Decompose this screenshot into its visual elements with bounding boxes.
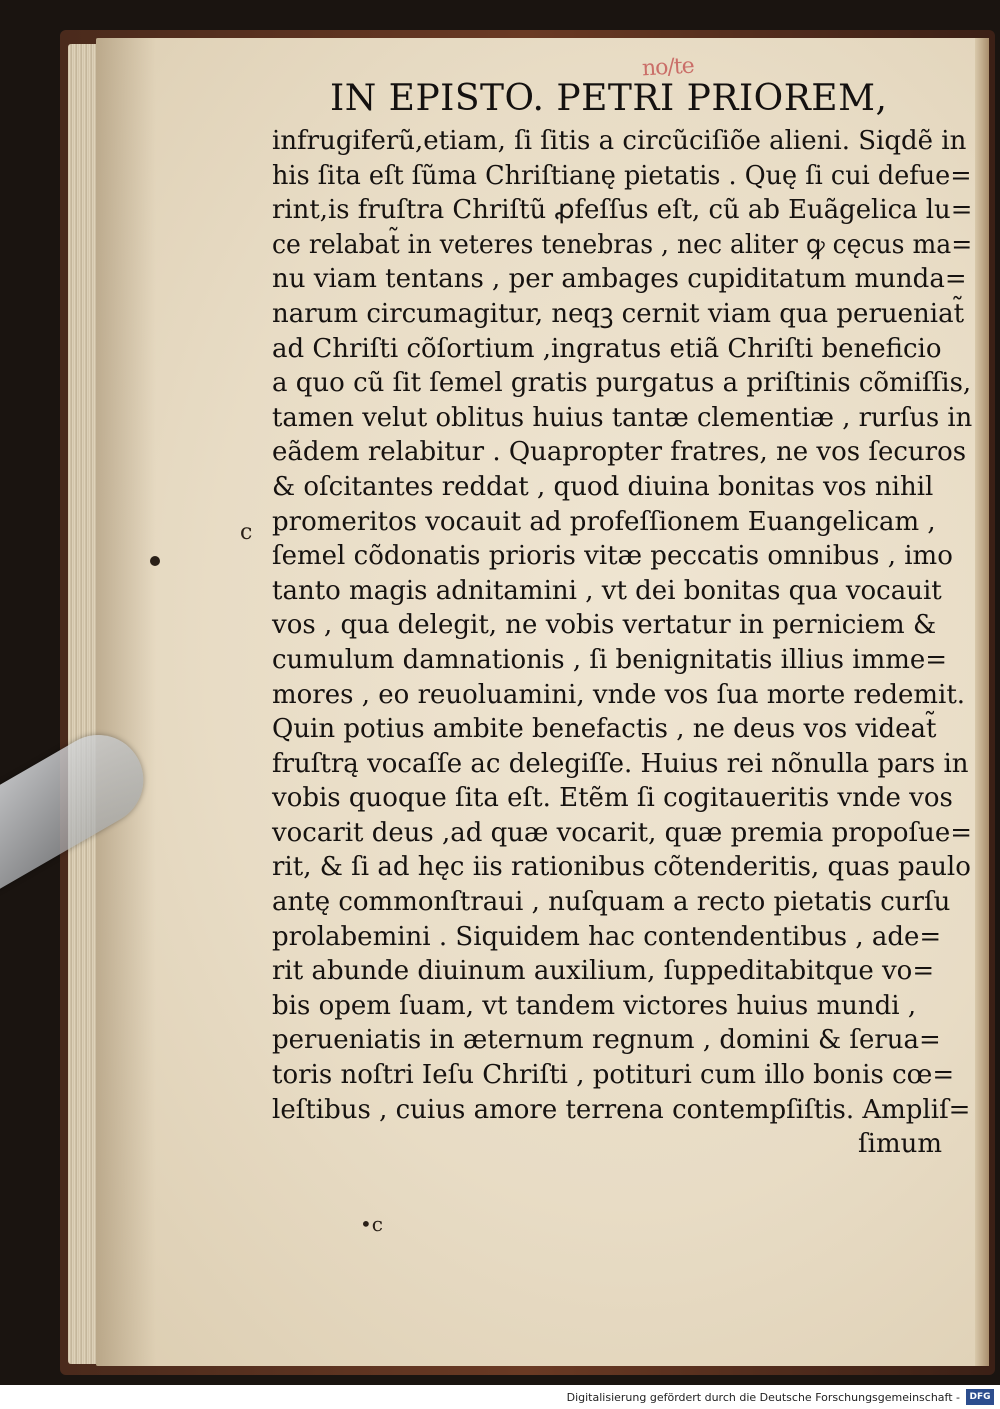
text-line: rit abunde diuinum auxilium, ſuppeditabitque vo=	[272, 956, 935, 987]
footer-bar	[0, 1385, 1000, 1409]
text-line: tamen velut oblitus huius tantæ clementiæ , rurſus in	[272, 402, 973, 433]
text-line: ſimum	[858, 1129, 942, 1160]
text-line: mores , eo reuoluamini, vnde vos ſua morte redemit.	[272, 679, 966, 710]
text-line: narum circumagitur, neqꝫ cernit viam qua perueniat̃	[272, 298, 965, 329]
text-line: vos , qua delegit, ne vobis vertatur in perniciem &	[272, 610, 937, 641]
text-line: nu viam tentans , per ambages cupiditatum munda=	[272, 264, 967, 295]
text-line: & oſcitantes reddat , quod diuina bonitas vos nihil	[272, 471, 934, 502]
text-line: ad Chriſti cõſortium ,ingratus etiã Chriſti beneficio	[272, 333, 942, 364]
text-line: vobis quoque ſita eſt. Etẽm ſi cogitaueritis vnde vos	[272, 783, 953, 814]
text-line: Quin potius ambite benefactis , ne deus vos videat̃	[272, 714, 937, 745]
text-line: rit, & ſi ad hęc iis rationibus cõtenderitis, quas paulo	[272, 852, 971, 883]
text-line: vocarit deus ,ad quæ vocarit, quæ premia propoſue=	[272, 817, 972, 848]
text-line: promeritos vocauit ad profeſſionem Euangelicam ,	[272, 506, 936, 537]
text-line: infrugiferũ,etiam, ſi ſitis a circũciſiõe alieni. Siqdẽ in	[272, 126, 967, 156]
ink-dot-mark	[150, 556, 160, 566]
text-line: toris noſtri Ieſu Chriſti , potituri cum illo bonis cœ=	[272, 1060, 955, 1091]
text-line: cumulum damnationis , ſi benignitatis illius imme=	[272, 644, 948, 675]
text-line: prolabemini . Siquidem hac contendentibus , ade=	[272, 921, 942, 952]
ink-smudge-mark: c	[240, 520, 253, 545]
dfg-logo: DFG	[966, 1389, 994, 1405]
text-line: his ſita eſt ſũma Chriſtianę pietatis . Quę ſi cui defue=	[272, 160, 972, 191]
text-line: tanto magis adnitamini , vt dei bonitas qua vocauit	[272, 575, 942, 606]
text-line: fruſtrą vocaſſe ac delegiſſe. Huius rei nõnulla pars in	[272, 748, 969, 779]
text-line: ſemel cõdonatis prioris vitæ peccatis omnibus , imo	[272, 541, 953, 572]
running-head: IN EPISTO. PETRI PRIOREM,	[330, 78, 888, 119]
funding-credit: Digitalisierung gefördert durch die Deutsche Forschungsgemeinschaft -	[566, 1391, 960, 1404]
text-line: antę commonſtraui , nuſquam a recto pietatis curſu	[272, 887, 951, 918]
ink-smudge-mark: •c	[360, 1212, 383, 1236]
text-line: bis opem ſuam, vt tandem victores huius mundi ,	[272, 990, 917, 1021]
text-line: rint,is fruſtra Chriſtũ ꝓfeſſus eſt, cũ ab Euãgelica lu=	[272, 195, 973, 226]
text-line: perueniatis in æternum regnum , domini & ſerua=	[272, 1025, 941, 1056]
gutter-shadow	[96, 38, 156, 1366]
shelfmark-annotation: no/te	[641, 53, 695, 82]
text-line: ce relabat̃ in veteres tenebras , nec aliter ꝙ cęcus ma=	[272, 229, 973, 260]
text-line: leſtibus , cuius amore terrena contempſiſtis. Ampliſ=	[272, 1094, 971, 1125]
ink-showthrough	[280, 1140, 840, 1180]
page-right-edge	[975, 38, 989, 1366]
text-line: a quo cũ ſit ſemel gratis purgatus a priſtinis cõmiſſis,	[272, 368, 972, 399]
text-line: eãdem relabitur . Quapropter fratres, ne vos ſecuros	[272, 437, 967, 468]
body-text	[272, 124, 972, 1162]
